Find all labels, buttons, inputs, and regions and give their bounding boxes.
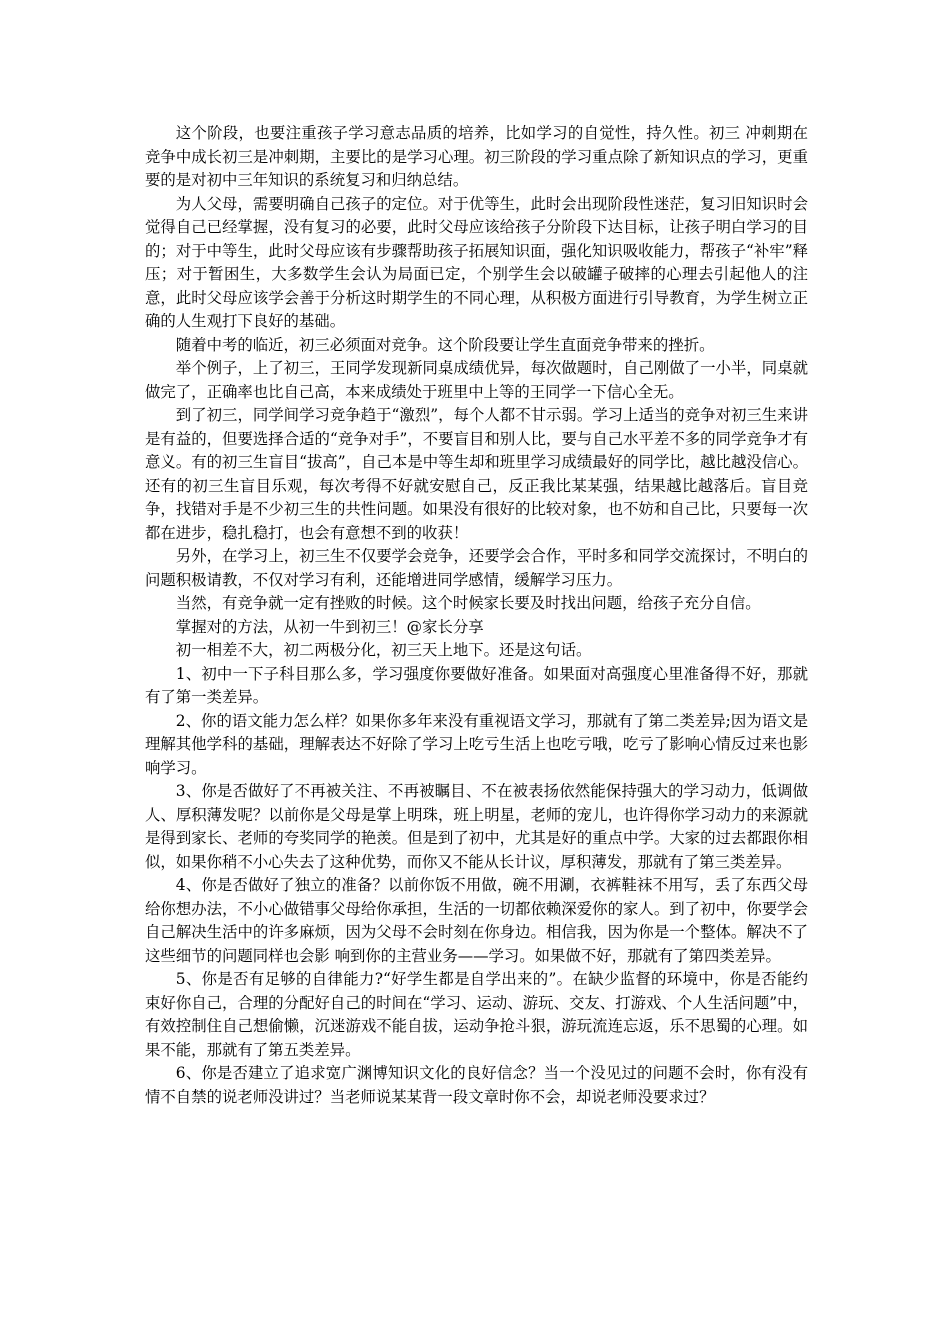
paragraph: 举个例子，上了初三，王同学发现新同桌成绩优异，每次做题时，自己刚做了一小半，同桌就做完了，正确率也比自己高，本来成绩处于班里中上等的王同学一下信心全无。 (145, 359, 808, 401)
paragraph: 这个阶段，也要注重孩子学习意志品质的培养，比如学习的自觉性，持久性。初三 冲刺期在竞争中成长初三是冲刺期，主要比的是学习心理。初三阶段的学习重点除了新知识点的学习，更重要的是对初中三年知识的系统复习和归纳总结。 (145, 124, 808, 189)
paragraph: 随着中考的临近，初三必须面对竞争。这个阶段要让学生直面竞争带来的挫折。 (175, 335, 715, 354)
paragraph: 当然，有竞争就一定有挫败的时候。这个时候家长要及时找出问题，给孩子充分自信。 (175, 594, 761, 612)
list-item-6: 6、你是否建立了追求宽广渊博知识文化的良好信念？当一个没见过的问题不会时，你有没有情不自禁的说老师没讲过？当老师说某某背一段文章时你不会，却说老师没要求过？ (145, 1064, 808, 1106)
paragraph: 另外，在学习上，初三生不仅要学会竞争，还要学会合作，平时多和同学交流探讨，不明白的问题积极请教，不仅对学习有利，还能增进同学感情，缓解学习压力。 (145, 547, 808, 589)
paragraph: 为人父母，需要明确自己孩子的定位。对于优等生，此时会出现阶段性迷茫，复习旧知识时会觉得自己已经掌握，没有复习的必要，此时父母应该给孩子分阶段下达目标，让孩子明白学习的目的；对于中等生，此时父母应该有步骤帮助孩子拓展知识面，强化知识吸收能力，帮孩子“补牢”释压；对于暂困生，大多数学生会认为局面已定，个别学生会以破罐子破摔的心理去引起他人的注意，此时父母应该学会善于分析这时期学生的不同心理，从积极方面进行引导教育，为学生树立正确的人生观打下良好的基础。 (145, 194, 808, 330)
list-item-1: 1、初中一下子科目那么多，学习强度你要做好准备。如果面对高强度心里准备得不好，那就有了第一类差异。 (145, 664, 808, 706)
list-item-4: 4、你是否做好了独立的准备？以前你饭不用做，碗不用涮，衣裤鞋袜不用写，丢了东西父母给你想办法，不小心做错事父母给你承担，生活的一切都依赖深爱你的家人。到了初中，你要学会自己解决生活中的许多麻烦，因为父母不会时刻在你身边。相信我，因为你是一个整体。解决不了这些细节的问题同样也会影 响到你的主营业务——学习。如果做不好，那就有了第四类差异。 (145, 876, 808, 965)
paragraph: 掌握对的方法，从初一牛到初三！@家长分享 (175, 617, 484, 636)
list-item-3: 3、你是否做好了不再被关注、不再被瞩目、不在被表扬依然能保持强大的学习动力，低调做人、厚积薄发呢？以前你是父母是掌上明珠，班上明星，老师的宠儿，也许得你学习动力的来源就是得到家长、老师的夸奖同学的艳羡。但是到了初中，尤其是好的重点中学。大家的过去都跟你相似，如果你稍不小心失去了这种优势，而你又不能从长计议，厚积薄发，那就有了第三类差异。 (145, 782, 808, 871)
paragraph: 到了初三，同学间学习竞争趋于“激烈”，每个人都不甘示弱。学习上适当的竞争对初三生来讲是有益的，但要选择合适的“竞争对手”，不要盲目和别人比，要与自己水平差不多的同学竞争才有意义。有的初三生盲目“拔高”，自己本是中等生却和班里学习成绩最好的同学比，越比越没信心。还有的初三生盲目乐观，每次考得不好就安慰自己，反正我比某某强，结果越比越落后。盲目竞争，找错对手是不少初三生的共性问题。如果没有很好的比较对象，也不妨和自己比，只要每一次都在进步，稳扎稳打，也会有意想不到的收获！ (145, 406, 808, 542)
list-item-5: 5、你是否有足够的自律能力?“好学生都是自学出来的”。在缺少监督的环境中，你是否能约束好你自己，合理的分配好自己的时间在“学习、运动、游玩、交友、打游戏、个人生活问题”中，有效控制住自己想偷懒，沉迷游戏不能自拔，运动争抢斗狠，游玩流连忘返，乐不思蜀的心理。如果不能，那就有了第五类差异。 (145, 970, 808, 1059)
list-item-2: 2、你的语文能力怎么样？如果你多年来没有重视语文学习，那就有了第二类差异;因为语文是理解其他学科的基础，理解表达不好除了学习上吃亏生活上也吃亏哦，吃亏了影响心情反过来也影响学习。 (145, 711, 808, 777)
paragraph: 初一相差不大，初二两极分化，初三天上地下。还是这句话。 (175, 641, 592, 659)
document-page (145, 122, 808, 1109)
